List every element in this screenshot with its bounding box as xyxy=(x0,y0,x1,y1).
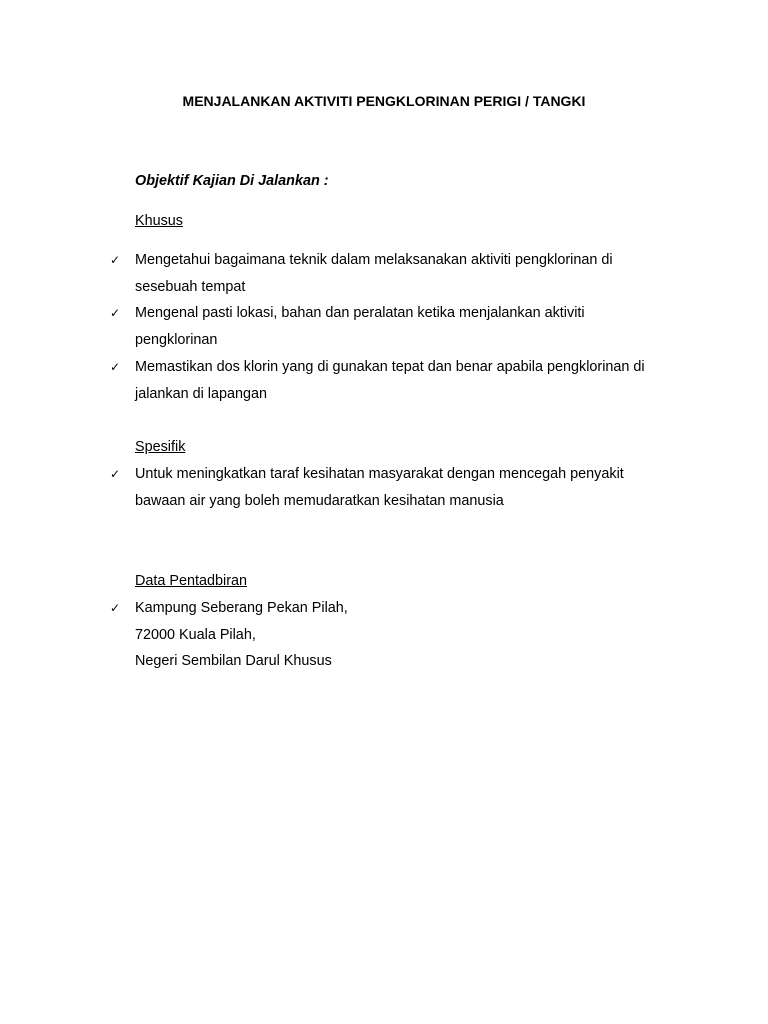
spesifik-list xyxy=(109,461,709,514)
check-mark-icon: ✓ xyxy=(110,601,121,615)
item-line: Mengetahui bagaimana teknik dalam melaksanakan aktiviti pengklorinan di xyxy=(135,252,613,268)
check-mark-icon: ✓ xyxy=(110,359,121,374)
item-line: sesebuah tempat xyxy=(135,278,246,295)
khusus-item-1 xyxy=(109,247,709,300)
section-heading-khusus: Khusus xyxy=(135,213,183,229)
check-mark-icon: ✓ xyxy=(110,467,121,481)
item-line: bawaan air yang boleh memudaratkan kesihatan manusia xyxy=(135,492,504,509)
section-heading-spesifik: Spesifik xyxy=(135,439,186,455)
item-line: Mengenal pasti lokasi, bahan dan peralatan ketika menjalankan aktiviti xyxy=(135,305,585,322)
address-line: Negeri Sembilan Darul Khusus xyxy=(135,653,332,670)
spesifik-item-1 xyxy=(109,461,709,514)
address-list xyxy=(109,595,709,675)
document-title: MENJALANKAN AKTIVITI PENGKLORINAN PERIGI / TANGKI xyxy=(182,93,586,109)
address-line: Kampung Seberang Pekan Pilah, xyxy=(135,600,348,616)
check-mark-icon: ✓ xyxy=(110,253,121,267)
item-line: jalankan di lapangan xyxy=(135,385,268,402)
address-line: 72000 Kuala Pilah, xyxy=(135,626,256,643)
khusus-item-2 xyxy=(109,300,709,353)
item-line: Untuk meningkatkan taraf kesihatan masyarakat dengan mencegah penyakit xyxy=(135,466,624,482)
item-line: pengklorinan xyxy=(135,332,218,349)
check-mark-icon: ✓ xyxy=(110,306,121,321)
khusus-list xyxy=(109,247,709,407)
address-block xyxy=(109,595,709,675)
section-heading-data-pentadbiran: Data Pentadbiran xyxy=(135,573,248,589)
item-line: Memastikan dos klorin yang di gunakan tepat dan benar apabila pengklorinan di xyxy=(135,358,645,375)
khusus-item-3 xyxy=(109,354,709,407)
objective-heading: Objektif Kajian Di Jalankan : xyxy=(135,173,329,189)
